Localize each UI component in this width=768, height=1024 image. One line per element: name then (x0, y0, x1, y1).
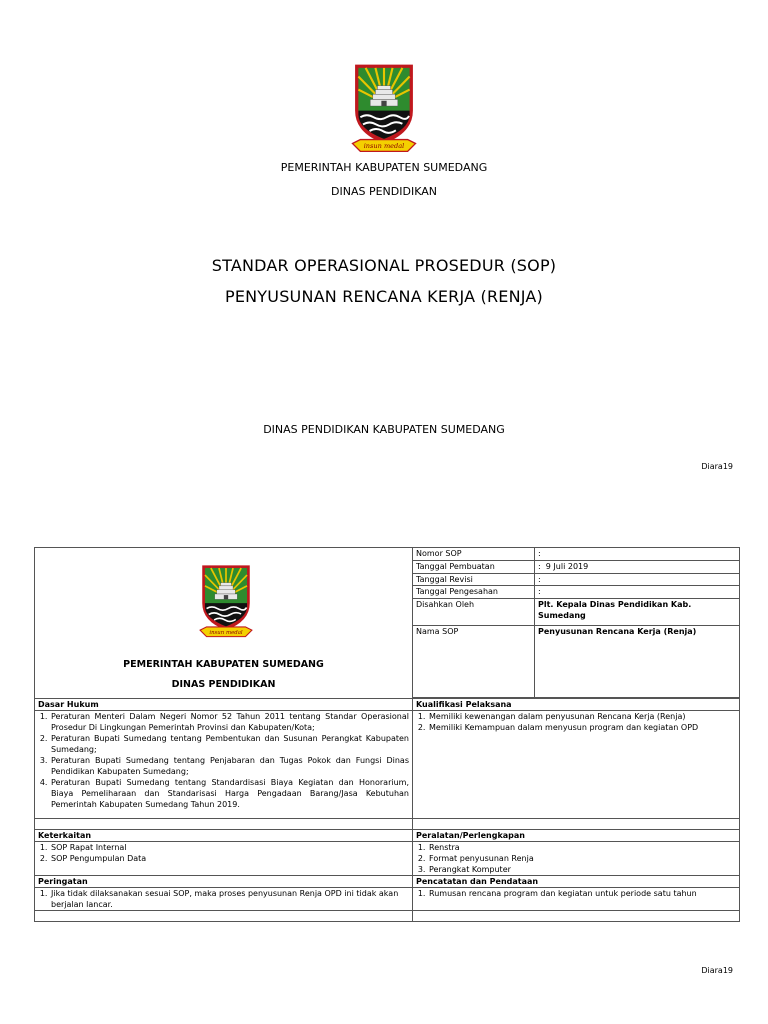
keterkaitan-heading: Keterkaitan (35, 830, 413, 842)
info-value-tanggal-pembuatan: : 9 Juli 2019 (535, 560, 740, 573)
dasar-hukum-heading: Dasar Hukum (35, 699, 413, 711)
cover-title-line2: PENYUSUNAN RENCANA KERJA (RENJA) (224, 287, 543, 306)
info-label-tanggal-pengesahan: Tanggal Pengesahan (413, 586, 535, 599)
peringatan-content (35, 888, 413, 911)
peralatan-content (413, 842, 740, 876)
peringatan-heading: Peringatan (35, 876, 413, 888)
pencatatan-item: 1. Rumusan rencana program dan kegiatan untuk periode satu tahun (428, 888, 736, 899)
pencatatan-content (413, 888, 740, 911)
sop-header-cell (35, 548, 413, 699)
blank-row-right (413, 819, 740, 830)
peringatan-item: 1. Jika tidak dilaksanakan sesuai SOP, maka proses penyusunan Renja OPD ini tidak akan berjalan lancar. (50, 888, 409, 910)
dasar-hukum-item: 1. Peraturan Menteri Dalam Negeri Nomor 52 Tahun 2011 tentang Standar Operasional Prosedur Di Lingkungan Pemerintah Provinsi dan Kabupaten/Kota; (50, 711, 409, 733)
peralatan-item: 2. Format penyusunan Renja (428, 853, 736, 864)
cover-emblem-logo (351, 62, 417, 154)
info-label-disahkan: Disahkan Oleh (413, 599, 535, 626)
sop-table (34, 547, 740, 922)
cover-footer: Diara19 (701, 462, 733, 471)
cover-department: DINAS PENDIDIKAN (331, 185, 437, 198)
info-value-tanggal-revisi: : (535, 573, 740, 586)
info-value-tanggal-pengesahan: : (535, 586, 740, 599)
cover-title-line1: STANDAR OPERASIONAL PROSEDUR (SOP) (211, 256, 557, 275)
blank-row-bottom-left (35, 911, 413, 922)
pencatatan-heading: Pencatatan dan Pendataan (413, 876, 740, 888)
keterkaitan-item: 2. SOP Pengumpulan Data (50, 853, 409, 864)
table-emblem-motto: insun medal (209, 629, 243, 636)
kualifikasi-item: 2. Memiliki Kemampuan dalam menyusun program dan kegiatan OPD (428, 722, 736, 733)
info-label-nama-sop: Nama SOP (413, 625, 535, 697)
dasar-hukum-item: 3. Peraturan Bupati Sumedang tentang Penjabaran dan Tugas Pokok dan Fungsi Dinas Pendidikan Kabupaten Sumedang; (50, 755, 409, 777)
blank-row-left (35, 819, 413, 830)
info-label-tanggal-pembuatan: Tanggal Pembuatan (413, 560, 535, 573)
info-label-tanggal-revisi: Tanggal Revisi (413, 573, 535, 586)
info-label-nomor: Nomor SOP (413, 548, 535, 561)
table-government: PEMERINTAH KABUPATEN SUMEDANG (123, 659, 324, 670)
peralatan-heading: Peralatan/Perlengkapan (413, 830, 740, 842)
peralatan-item: 3. Perangkat Komputer (428, 864, 736, 875)
page-footer: Diara19 (701, 966, 733, 975)
kualifikasi-item: 1. Memiliki kewenangan dalam penyusunan Rencana Kerja (Renja) (428, 711, 736, 722)
cover-emblem-motto: insun medal (363, 142, 405, 151)
keterkaitan-content (35, 842, 413, 876)
kualifikasi-heading: Kualifikasi Pelaksana (413, 699, 740, 711)
info-value-nama-sop: Penyusunan Rencana Kerja (Renja) (535, 625, 740, 697)
table-emblem-logo (199, 563, 253, 639)
cover-government: PEMERINTAH KABUPATEN SUMEDANG (280, 161, 488, 174)
info-value-disahkan: Plt. Kepala Dinas Pendidikan Kab. Sumedang (535, 599, 740, 626)
keterkaitan-item: 1. SOP Rapat Internal (50, 842, 409, 853)
peralatan-item: 1. Renstra (428, 842, 736, 853)
info-value-nomor: : (535, 548, 740, 561)
dasar-hukum-item: 4. Peraturan Bupati Sumedang tentang Standardisasi Biaya Kegiatan dan Honorarium, Biaya Pemeliharaan dan Standarisasi Harga Pengadaan Barang/Jasa Kebutuhan Pemerintah Kabupaten Sumedang Tahun 2019. (50, 777, 409, 810)
table-department: DINAS PENDIDIKAN (171, 679, 276, 690)
dasar-hukum-item: 2. Peraturan Bupati Sumedang tentang Pembentukan dan Susunan Perangkat Kabupaten Sumedang; (50, 733, 409, 755)
dasar-hukum-content (35, 711, 413, 819)
kualifikasi-content (413, 711, 740, 819)
cover-subtitle: DINAS PENDIDIKAN KABUPATEN SUMEDANG (263, 423, 505, 436)
blank-row-bottom-right (413, 911, 740, 922)
